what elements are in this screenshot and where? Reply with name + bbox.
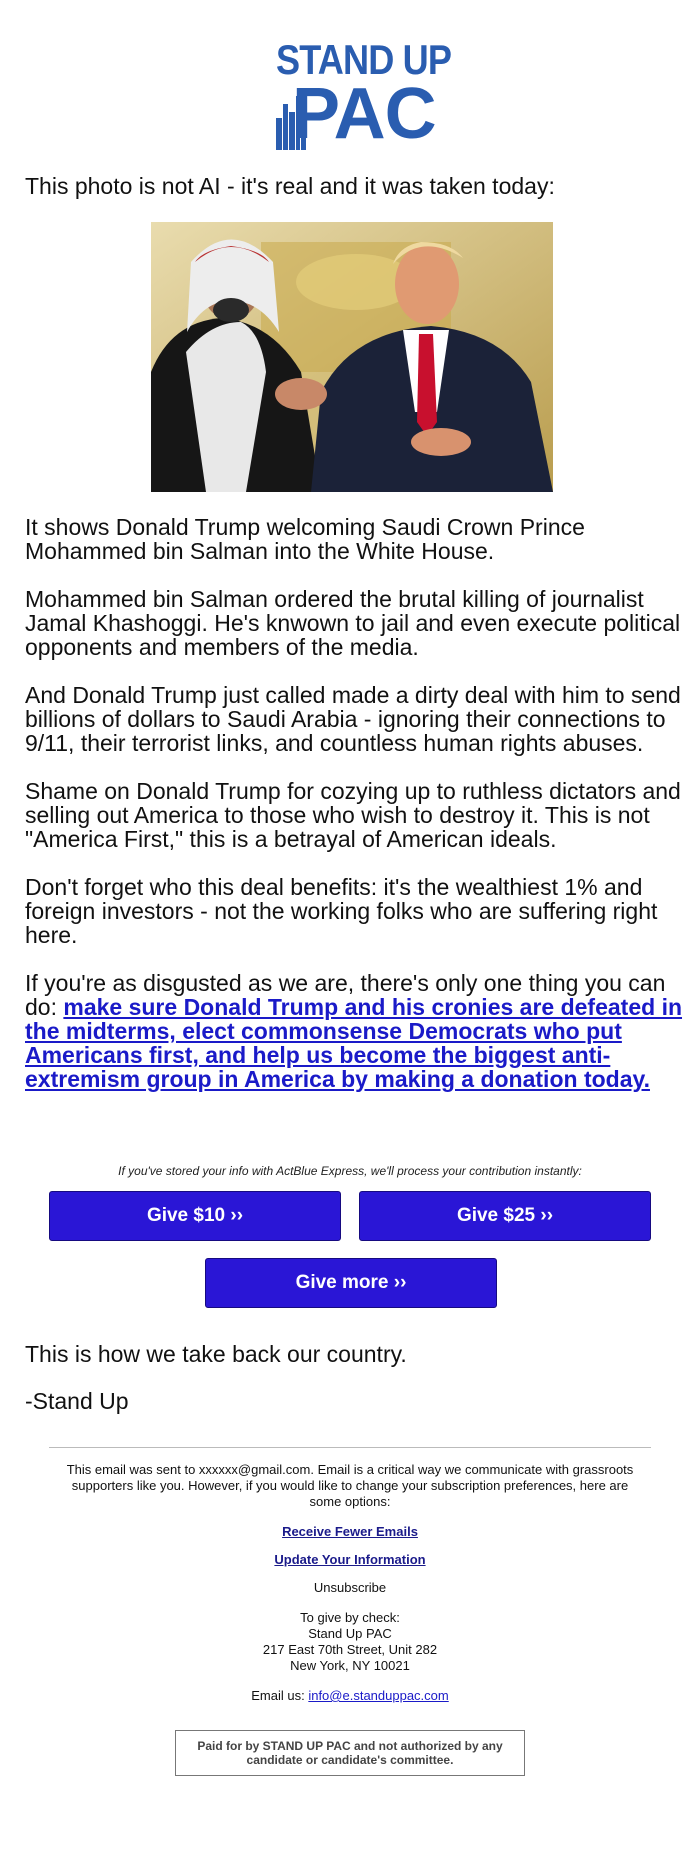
mailing-city: New York, NY 10021: [290, 1658, 410, 1673]
contact-email-link[interactable]: info@e.standuppac.com: [308, 1688, 449, 1703]
logo-line-2: PAC: [292, 74, 436, 154]
mailing-org: Stand Up PAC: [308, 1626, 392, 1641]
paragraph-welcome: It shows Donald Trump welcoming Saudi Crown Prince Mohammed bin Salman into the White House.: [25, 514, 585, 564]
unsubscribe-link[interactable]: Unsubscribe: [313, 1580, 387, 1595]
check-label: To give by check:: [300, 1610, 400, 1625]
paragraph-shame: Shame on Donald Trump for cozying up to ruthless dictators and selling out America to those who wish to destroy it. This is not "America First," this is a betrayal of American ideals.: [25, 778, 681, 852]
closing-text: This is how we take back our country.: [25, 1341, 407, 1367]
actblue-express-note: If you've stored your info with ActBlue Express, we'll process your contribution instantly:: [118, 1164, 582, 1178]
paragraph-deal: And Donald Trump just called made a dirty deal with him to send billions of dollars to Saudi Arabia - ignoring their connections to 9/11, their terrorist links, and countless human rights abuses.: [25, 682, 681, 756]
sent-to-notice: This email was sent to xxxxxx@gmail.com. Email is a critical way we communicate with grassroots supporters like you. However, if you would like to change your subscription preferences, here are some options:: [66, 1462, 634, 1509]
email-footer: [60, 1462, 640, 1704]
paid-for-disclaimer: Paid for by STAND UP PAC and not authorized by any candidate or candidate's committee.: [175, 1730, 525, 1776]
mailing-street: 217 East 70th Street, Unit 282: [262, 1642, 438, 1657]
photo-two-men-handshake: [151, 222, 553, 492]
logo-line-1: STAND UP: [276, 36, 452, 83]
give-more-button[interactable]: Give more ››: [205, 1258, 497, 1308]
receive-fewer-emails-link[interactable]: Receive Fewer Emails: [282, 1524, 418, 1539]
email-us-label: Email us:: [251, 1688, 309, 1703]
give-10-button[interactable]: Give $10 ››: [49, 1191, 341, 1241]
photo-illustration: [151, 222, 553, 492]
stand-up-pac-logo[interactable]: [270, 36, 452, 154]
paragraph-benefits: Don't forget who this deal benefits: it's the wealthiest 1% and foreign investors - not the working folks who are suffering right here.: [25, 874, 658, 948]
email-body: [25, 515, 685, 1115]
paragraph-khashoggi: Mohammed bin Salman ordered the brutal killing of journalist Jamal Khashoggi. He's knwown to jail and even execute political opponents and members of the media.: [25, 586, 681, 660]
signoff-text: -Stand Up: [25, 1388, 129, 1414]
update-information-link[interactable]: Update Your Information: [274, 1552, 426, 1567]
intro-text: This photo is not AI - it's real and it was taken today:: [25, 173, 555, 199]
donate-link[interactable]: make sure Donald Trump and his cronies are defeated in the midterms, elect commonsense Democrats who put Americans first, and help us become the biggest anti-extremism group in America by making a donation today.: [25, 994, 683, 1092]
paragraph-cta: [25, 971, 685, 1091]
cta-lead-text: If you're as disgusted as we are, there's only one thing you can do:: [25, 970, 666, 1020]
footer-divider: [49, 1447, 651, 1448]
give-25-button[interactable]: Give $25 ››: [359, 1191, 651, 1241]
